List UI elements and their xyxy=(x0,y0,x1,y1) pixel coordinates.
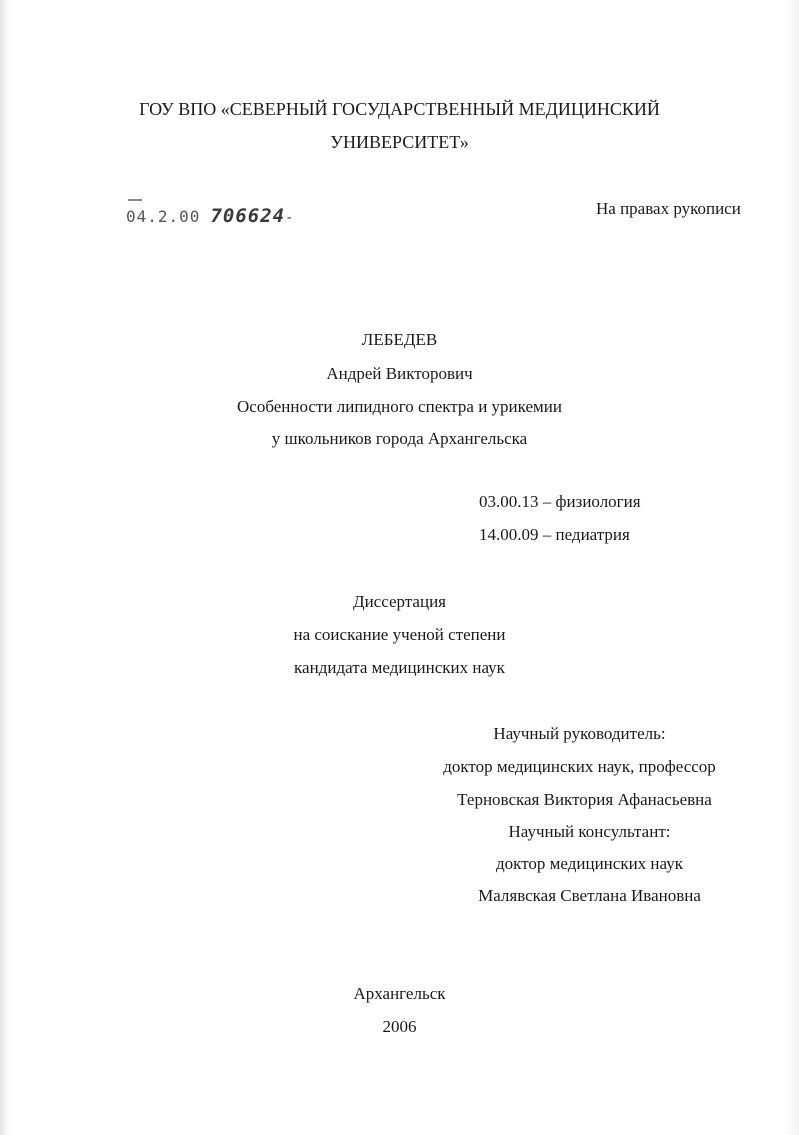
consultant-title: доктор медицинских наук xyxy=(496,854,683,873)
degree-line-1: Диссертация xyxy=(352,592,446,611)
consultant-name: Малявская Светлана Ивановна xyxy=(478,886,701,905)
archive-stamp xyxy=(126,205,295,227)
author-surname: ЛЕБЕДЕВ xyxy=(361,330,438,349)
footer-year: 2006 xyxy=(382,1017,417,1036)
institution-line-2: УНИВЕРСИТЕТ» xyxy=(330,132,469,152)
institution-line-1: ГОУ ВПО «СЕВЕРНЫЙ ГОСУДАРСТВЕННЫЙ МЕДИЦИНСКИЙ xyxy=(139,99,660,119)
specialty-1: 03.00.13 – физиология xyxy=(479,492,641,511)
title-line-2: у школьников города Архангельска xyxy=(271,429,528,448)
stamp-mark: - xyxy=(285,210,295,226)
consultant-label: Научный консультант: xyxy=(508,822,671,841)
footer-city: Архангельск xyxy=(353,984,446,1003)
stamp-date: 04.2.00 xyxy=(126,207,201,226)
title-line-1: Особенности липидного спектра и урикемии xyxy=(237,397,562,416)
stamp-tick-mark xyxy=(128,199,142,201)
author-given-names: Андрей Викторович xyxy=(326,364,473,383)
degree-line-3: кандидата медицинских наук xyxy=(294,658,505,677)
supervisor-label: Научный руководитель: xyxy=(493,724,666,743)
manuscript-note: На правах рукописи xyxy=(596,199,741,218)
stamp-number: 706624 xyxy=(210,205,286,227)
degree-line-2: на соискание ученой степени xyxy=(293,625,506,644)
supervisor-title: доктор медицинских наук, профессор xyxy=(443,757,716,776)
specialty-2: 14.00.09 – педиатрия xyxy=(479,525,630,544)
supervisor-name: Терновская Виктория Афанасьевна xyxy=(457,790,712,809)
